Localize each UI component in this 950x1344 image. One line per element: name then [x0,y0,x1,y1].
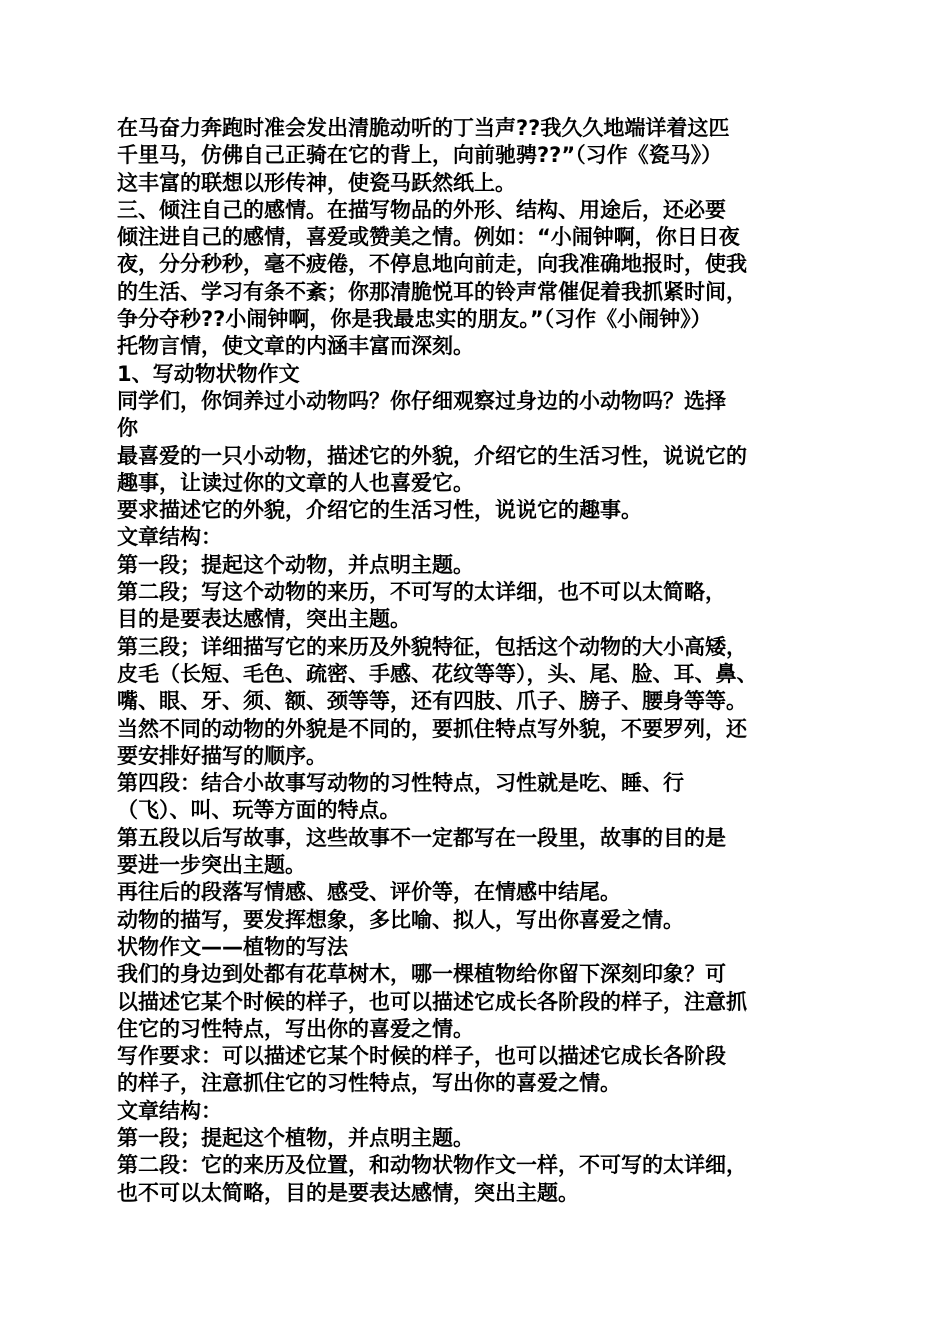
text-line: 1、写动物状物作文 [117,361,300,386]
text-line: 皮毛（长短、毛色、疏密、手感、花纹等等），头、尾、脸、耳、鼻、 [117,661,758,686]
text-line: 的样子，注意抓住它的习性特点，写出你的喜爱之情。 [117,1071,621,1096]
text-line: 目的是要表达感情，突出主题。 [117,607,411,632]
text-line: 托物言情，使文章的内涵丰富而深刻。 [117,334,474,359]
text-line: 的生活、学习有条不紊；你那清脆悦耳的铃声常催促着我抓紧时间， [117,279,747,304]
text-line: 这丰富的联想以形传神，使瓷马跃然纸上。 [117,170,516,195]
text-line: 住它的习性特点，写出你的喜爱之情。 [117,1016,474,1041]
text-line: 争分夺秒??小闹钟啊，你是我最忠实的朋友。”（习作《小闹钟》） [117,307,712,332]
text-line: 嘴、眼、牙、须、额、颈等等，还有四肢、爪子、膀子、腰身等等。 [117,689,747,714]
text-line: 文章结构： [117,525,222,550]
text-line: 以描述它某个时候的样子，也可以描述它成长各阶段的样子，注意抓 [117,989,747,1014]
text-line: 状物作文——植物的写法 [117,934,348,959]
text-line: 写作要求：可以描述它某个时候的样子，也可以描述它成长各阶段 [117,1044,726,1069]
text-line: 第四段：结合小故事写动物的习性特点，习性就是吃、睡、行 [117,771,684,796]
text-line: 第二段；写这个动物的来历，不可写的太详细，也不可以太简略， [117,580,726,605]
text-line: 要进一步突出主题。 [117,853,306,878]
text-line: 倾注进自己的感情，喜爱或赞美之情。例如：“小闹钟啊，你日日夜 [117,225,740,250]
text-line: （飞）、叫、玩等方面的特点。 [117,798,401,823]
text-line: 千里马，仿佛自己正骑在它的背上，向前驰骋??”（习作《瓷马》） [117,143,723,168]
text-line: 趣事，让读过你的文章的人也喜爱它。 [117,470,474,495]
text-line: 我们的身边到处都有花草树木，哪一棵植物给你留下深刻印象？可 [117,962,726,987]
text-line: 第五段以后写故事，这些故事不一定都写在一段里，故事的目的是 [117,825,726,850]
text-line: 要求描述它的外貌，介绍它的生活习性，说说它的趣事。 [117,498,642,523]
text-line: 当然不同的动物的外貌是不同的，要抓住特点写外貌，不要罗列，还 [117,716,747,741]
text-line: 你 [117,416,138,441]
text-line: 动物的描写，要发挥想象，多比喻、拟人，写出你喜爱之情。 [117,907,684,932]
text-line: 要安排好描写的顺序。 [117,743,327,768]
text-line: 夜，分分秒秒，毫不疲倦，不停息地向前走，向我准确地报时，使我 [117,252,747,277]
text-line: 也不可以太简略，目的是要表达感情，突出主题。 [117,1180,579,1205]
text-line: 文章结构： [117,1098,222,1123]
text-line: 同学们，你饲养过小动物吗？你仔细观察过身边的小动物吗？选择 [117,388,726,413]
text-line: 在马奋力奔跑时准会发出清脆动听的丁当声??我久久地端详着这匹 [117,116,730,140]
text-line: 第三段；详细描写它的来历及外貌特征，包括这个动物的大小高矮， [117,634,747,659]
text-line: 最喜爱的一只小动物，描述它的外貌，介绍它的生活习性，说说它的 [117,443,747,468]
text-line: 第一段；提起这个植物，并点明主题。 [117,1125,474,1150]
text-line: 第一段；提起这个动物，并点明主题。 [117,552,474,577]
text-line: 再往后的段落写情感、感受、评价等，在情感中结尾。 [117,880,621,905]
document-body [117,115,857,1207]
text-line: 三、倾注自己的感情。在描写物品的外形、结构、用途后，还必要 [117,197,726,222]
text-line: 第二段：它的来历及位置，和动物状物作文一样，不可写的太详细， [117,1153,747,1178]
